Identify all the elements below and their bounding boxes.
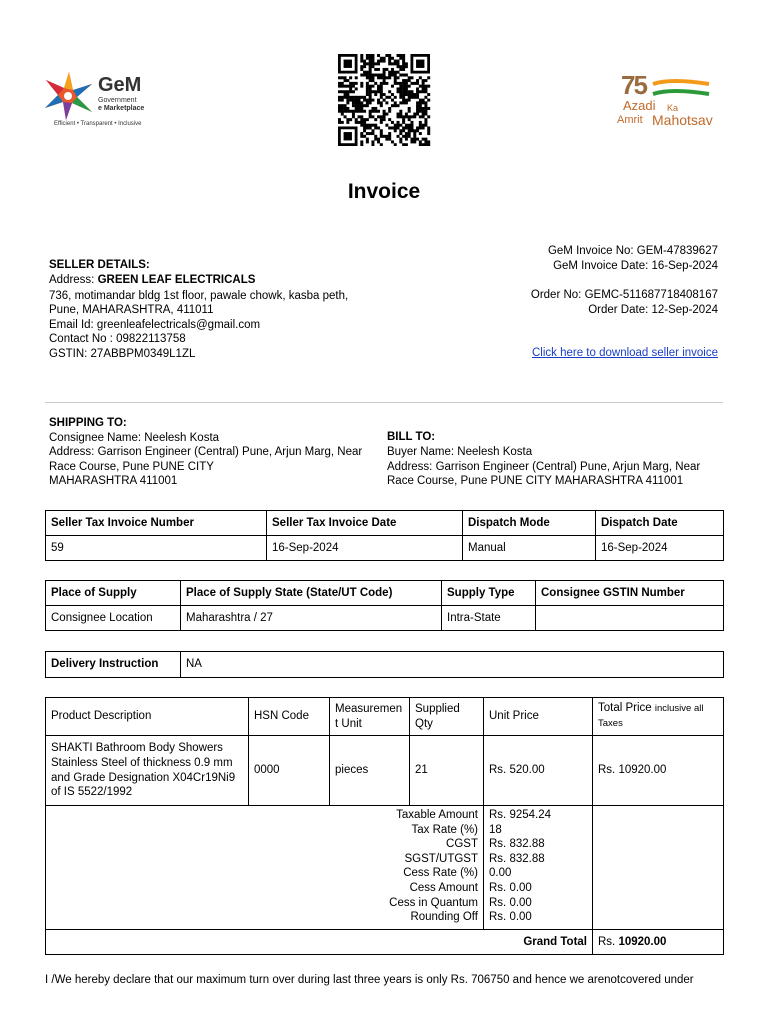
product-description-line: and Grade Designation X04Cr19Ni9	[51, 771, 236, 784]
gem-invoice-number: GeM Invoice No: GEM-47839627	[547, 245, 718, 257]
tax-value: Rs. 0.00	[489, 896, 532, 909]
table-cell: Intra-State	[442, 606, 536, 631]
total-price-header	[593, 698, 724, 736]
table-header-row	[46, 511, 724, 536]
grand-total-label: Grand Total	[46, 930, 593, 955]
hsn-code-cell: 0000	[249, 736, 330, 806]
azadi-75-text: 75	[621, 70, 646, 100]
table-header-row	[46, 581, 724, 606]
gem-tagline-text: Efficient • Transparent • Inclusive	[54, 121, 142, 127]
table-row	[46, 536, 724, 561]
tax-label: Cess in Quantum	[389, 896, 478, 909]
product-description-line: Stainless Steel of thickness 0.9 mm	[51, 756, 233, 769]
gem-brand-text: GeM	[98, 74, 142, 96]
table-cell: 59	[46, 536, 267, 561]
table-cell: Consignee Location	[46, 606, 181, 631]
table-cell: Maharashtra / 27	[181, 606, 442, 631]
tax-label: Tax Rate (%)	[411, 823, 478, 836]
shipping-consignee: Consignee Name: Neelesh Kosta	[49, 432, 220, 444]
tax-value: Rs. 0.00	[489, 881, 532, 894]
seller-contact: Contact No : 09822113758	[49, 333, 186, 345]
delivery-instruction-label: Delivery Instruction	[46, 652, 181, 678]
measurement-unit-header-line1: Measuremen	[335, 702, 403, 715]
tax-value: 0.00	[489, 867, 512, 880]
order-number: Order No: GEMC-511687718408167	[530, 289, 718, 301]
tax-label: SGST/UTGST	[404, 852, 478, 865]
delivery-instruction-table	[45, 651, 724, 678]
billing-heading: BILL TO:	[387, 431, 436, 443]
total-price-note-line2: Taxes	[598, 718, 623, 729]
product-description-line: of IS 5522/1992	[51, 786, 133, 799]
product-table	[45, 697, 724, 955]
tax-empty-cell	[593, 806, 724, 930]
tax-label: Taxable Amount	[396, 809, 478, 821]
table-cell	[536, 606, 724, 631]
tax-breakdown-row	[46, 806, 724, 930]
tax-value: Rs. 832.88	[489, 838, 545, 851]
flag-wave-icon	[651, 78, 711, 100]
measurement-unit-cell: pieces	[330, 736, 410, 806]
table-header-cell: Seller Tax Invoice Date	[267, 511, 463, 536]
table-header-cell: Place of Supply	[46, 581, 181, 606]
azadi-line1-text: Azadi	[623, 98, 656, 113]
supplied-qty-header-line1: Supplied	[415, 702, 460, 715]
page-title: Invoice	[347, 180, 421, 203]
tax-label: Cess Rate (%)	[403, 867, 478, 880]
table-header-row	[46, 698, 724, 736]
billing-address-line2: Race Course, Pune PUNE CITY MAHARASHTRA 411001	[387, 475, 684, 487]
tax-label: Cess Amount	[409, 881, 478, 894]
delivery-instruction-value: NA	[181, 652, 724, 678]
shipping-address-line2: Race Course, Pune PUNE CITY	[49, 461, 214, 473]
tax-label: CGST	[446, 838, 478, 851]
supplied-qty-header	[410, 698, 484, 736]
gem-invoice-date: GeM Invoice Date: 16-Sep-2024	[553, 260, 718, 272]
tax-label: Rounding Off	[410, 911, 478, 924]
measurement-unit-header	[330, 698, 410, 736]
tax-value: Rs. 832.88	[489, 852, 545, 865]
product-description-line: SHAKTI Bathroom Body Showers	[51, 742, 223, 755]
seller-gstin: GSTIN: 27ABBPM0349L1ZL	[49, 348, 196, 360]
table-header-cell: Seller Tax Invoice Number	[46, 511, 267, 536]
gem-star-icon	[42, 70, 97, 122]
billing-buyer: Buyer Name: Neelesh Kosta	[387, 446, 533, 458]
seller-address-line2: Pune, MAHARASHTRA, 411011	[49, 304, 214, 316]
table-header-cell: Place of Supply State (State/UT Code)	[181, 581, 442, 606]
unit-price-cell: Rs. 520.00	[484, 736, 593, 806]
shipping-heading: SHIPPING TO:	[49, 417, 127, 429]
measurement-unit-header-line2: t Unit	[335, 717, 362, 730]
product-description-header: Product Description	[46, 698, 249, 736]
qr-code	[335, 54, 433, 146]
declaration-text: I /We hereby declare that our maximum turn over during last three years is only Rs. 706750 and hence we arenotcovered under	[45, 974, 694, 986]
table-cell: 16-Sep-2024	[596, 536, 724, 561]
azadi-logo	[615, 68, 730, 133]
azadi-ka-text: Ka	[667, 103, 679, 113]
hsn-code-header: HSN Code	[249, 698, 330, 736]
supplied-qty-cell: 21	[410, 736, 484, 806]
table-header-cell: Dispatch Date	[596, 511, 724, 536]
tax-labels-cell	[46, 806, 484, 930]
gem-sub2-text: e Marketplace	[98, 105, 145, 112]
place-of-supply-table	[45, 580, 724, 631]
seller-email: Email Id: greenleafelectricals@gmail.com	[49, 319, 261, 331]
total-price-note: inclusive all	[654, 703, 704, 715]
divider	[45, 402, 723, 403]
tax-value: Rs. 9254.24	[489, 809, 552, 821]
tax-value: 18	[489, 823, 502, 836]
tax-values-cell	[484, 806, 593, 930]
grand-total-cell	[593, 930, 724, 955]
total-price-cell: Rs. 10920.00	[593, 736, 724, 806]
total-price-header-line1	[598, 701, 718, 717]
azadi-line2a-text: Amrit	[617, 114, 643, 126]
table-header-cell: Dispatch Mode	[463, 511, 596, 536]
grand-total-row	[46, 930, 724, 955]
seller-heading: SELLER DETAILS:	[49, 259, 150, 271]
grand-total-value: 10920.00	[618, 935, 667, 948]
grand-total-prefix: Rs.	[598, 935, 616, 948]
tax-value: Rs. 0.00	[489, 911, 532, 924]
table-row	[46, 736, 724, 806]
invoice-dispatch-table	[45, 510, 724, 561]
gem-logo	[40, 68, 160, 130]
download-seller-invoice-link[interactable]: Click here to download seller invoice	[531, 347, 718, 359]
shipping-address-line1: Address: Garrison Engineer (Central) Pune, Arjun Marg, Near	[49, 446, 363, 458]
seller-name-row	[49, 273, 255, 288]
gem-sub1-text: Government	[98, 97, 137, 104]
table-cell: Manual	[463, 536, 596, 561]
shipping-address-line3: MAHARASHTRA 411001	[49, 475, 178, 487]
seller-address-label: Address:	[49, 274, 95, 286]
unit-price-header: Unit Price	[484, 698, 593, 736]
table-cell: 16-Sep-2024	[267, 536, 463, 561]
table-header-cell: Consignee GSTIN Number	[536, 581, 724, 606]
product-description-cell	[46, 736, 249, 806]
supplied-qty-header-line2: Qty	[415, 717, 433, 730]
azadi-line2b-text: Mahotsav	[652, 112, 713, 128]
table-header-cell: Supply Type	[442, 581, 536, 606]
seller-name: GREEN LEAF ELECTRICALS	[97, 274, 256, 286]
seller-address-line1: 736, motimandar bldg 1st floor, pawale chowk, kasba peth,	[49, 290, 349, 302]
order-date: Order Date: 12-Sep-2024	[588, 304, 718, 316]
table-row	[46, 606, 724, 631]
total-price-label: Total Price	[598, 702, 652, 715]
qr-code-icon	[335, 54, 433, 146]
table-row	[46, 652, 724, 678]
billing-address-line1: Address: Garrison Engineer (Central) Pune, Arjun Marg, Near	[387, 461, 701, 473]
